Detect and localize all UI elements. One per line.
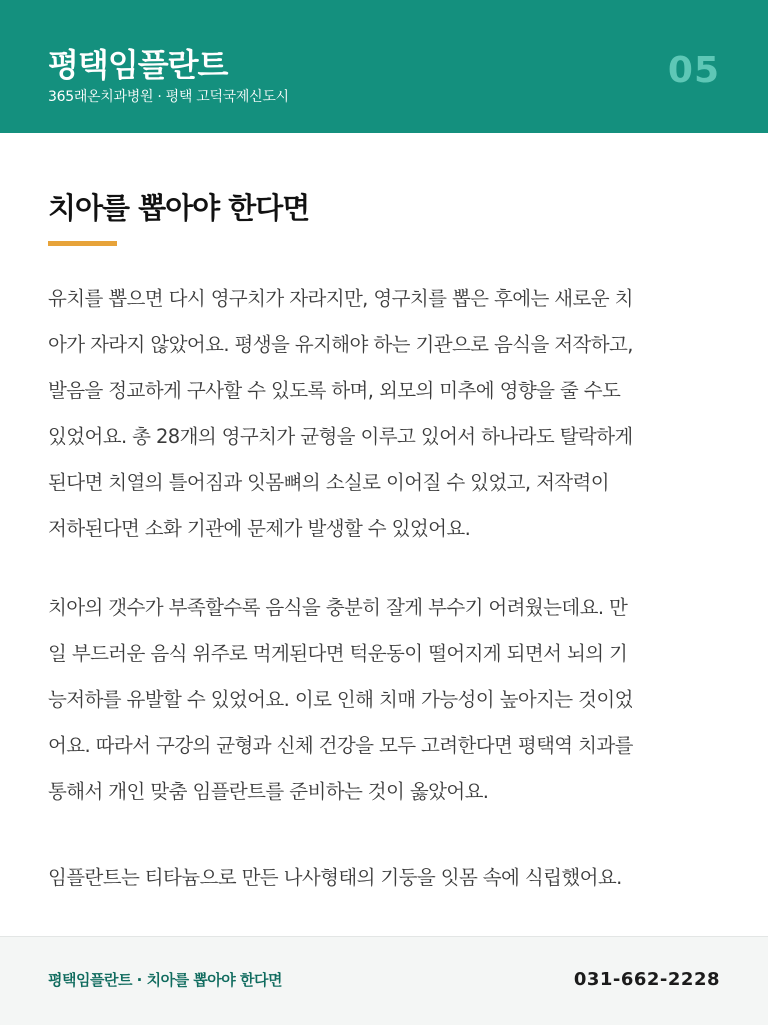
paragraph-line: 일 부드러운 음식 위주로 먹게된다면 턱운동이 떨어지게 되면서 뇌의 기 xyxy=(48,642,628,665)
paragraph-line: 치아의 갯수가 부족할수록 음식을 충분히 잘게 부수기 어려웠는데요. 만 xyxy=(48,596,628,619)
footer-bar xyxy=(0,936,768,1025)
paragraph-line: 아가 자라지 않았어요. 평생을 유지해야 하는 기관으로 음식을 저작하고, xyxy=(48,333,633,356)
clinic-subtitle: 365래온치과병원 · 평택 고덕국제신도시 xyxy=(48,89,289,105)
paragraph-line: 발음을 정교하게 구사할 수 있도록 하며, 외모의 미추에 영향을 줄 수도 xyxy=(48,379,621,402)
paragraph-line: 어요. 따라서 구강의 균형과 신체 건강을 모두 고려한다면 평택역 치과를 xyxy=(48,734,633,757)
paragraph-line: 저하된다면 소화 기관에 문제가 발생할 수 있었어요. xyxy=(48,517,471,540)
header-bar xyxy=(0,0,768,133)
page-number: 05 xyxy=(667,50,720,91)
brand-title: 평택임플란트 xyxy=(48,46,228,84)
paragraph-line: 있었어요. 총 28개의 영구치가 균형을 이루고 있어서 하나라도 탈락하게 xyxy=(48,425,633,448)
paragraph-line: 유치를 뽑으면 다시 영구치가 자라지만, 영구치를 뽑은 후에는 새로운 치 xyxy=(48,287,633,310)
footer-label: 평택임플란트 · 치아를 뽑아야 한다면 xyxy=(48,971,282,989)
paragraph-line: 통해서 개인 맞춤 임플란트를 준비하는 것이 옳았어요. xyxy=(48,780,489,803)
paragraph-line: 된다면 치열의 틀어짐과 잇몸뼈의 소실로 이어질 수 있었고, 저작력이 xyxy=(48,471,610,494)
paragraph-line: 능저하를 유발할 수 있었어요. 이로 인해 치매 가능성이 높아지는 것이었 xyxy=(48,688,633,711)
paragraph-2 xyxy=(48,585,728,815)
phone-number: 031-662-2228 xyxy=(573,969,720,990)
paragraph-line: 임플란트는 티타늄으로 만든 나사형태의 기둥을 잇몸 속에 식립했어요. xyxy=(48,866,622,889)
article-title: 치아를 뽑아야 한다면 xyxy=(48,191,310,225)
title-underline xyxy=(48,241,117,246)
paragraph-3 xyxy=(48,855,728,901)
paragraph-1 xyxy=(48,276,728,552)
